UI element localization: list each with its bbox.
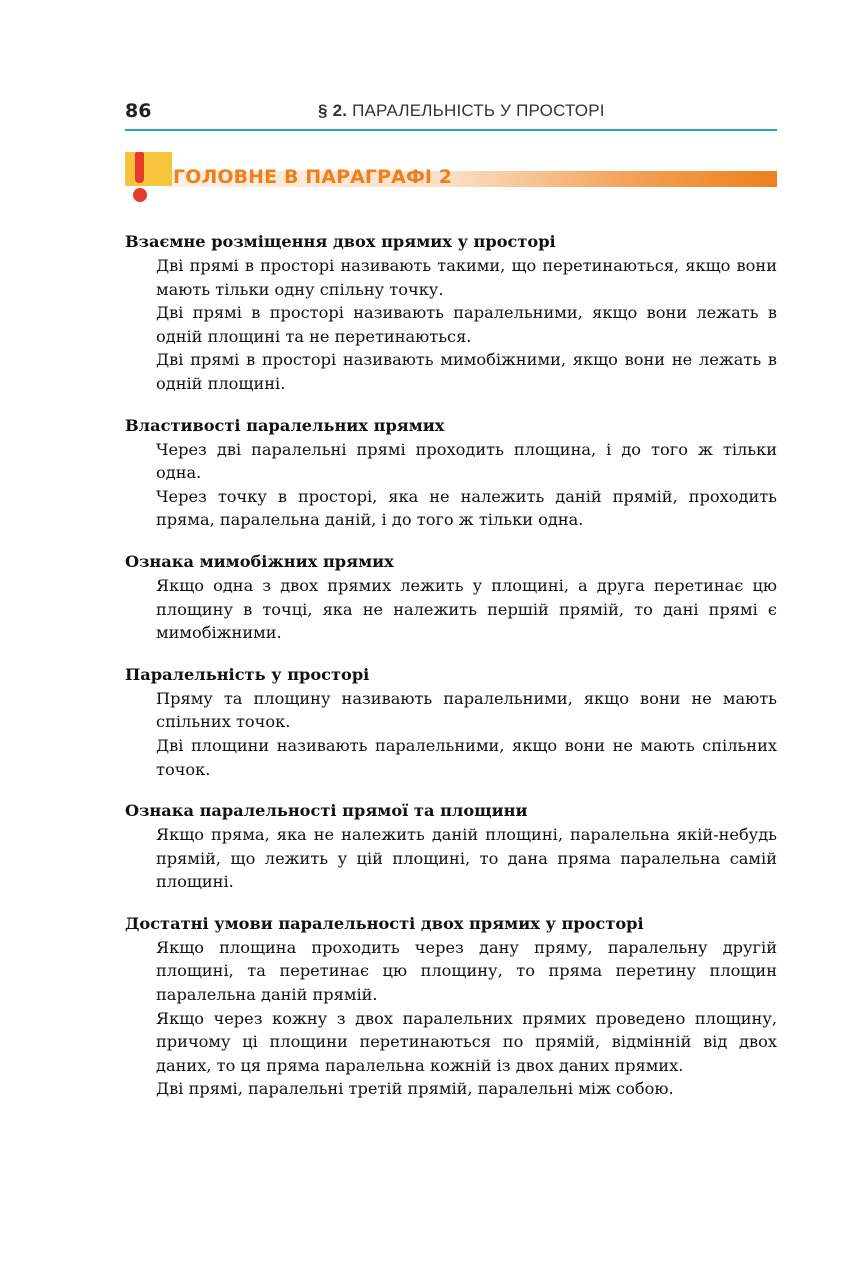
section-number: § 2. (318, 101, 348, 120)
paragraph: Дві прямі в просторі називають такими, що перетинаються, якщо вони мають тільки одну спільну точку. (156, 256, 777, 299)
exclamation-dot (133, 188, 147, 202)
page-number: 86 (125, 100, 152, 122)
section-sufficient-conditions (125, 912, 777, 1101)
section-title: ПАРАЛЕЛЬНІСТЬ У ПРОСТОРІ (352, 101, 605, 120)
paragraph: Через точку в просторі, яка не належить даній прямій, проходить пряма, паралельна даній, і до того ж тільки одна. (156, 486, 777, 530)
summary-banner (125, 152, 777, 204)
section-line-plane-criterion (125, 799, 777, 894)
paragraph: Якщо площина проходить через дану пряму, паралельну другій площині, та перетинає цю площину, то пряма перетину площин паралельна даній прямій. (156, 937, 777, 1005)
section-heading: Властивості паралельних прямих (125, 415, 445, 435)
section-heading: Ознака паралельності прямої та площини (125, 801, 528, 821)
section-parallelism-in-space (125, 663, 777, 781)
paragraph: Дві прямі в просторі називають мимобіжними, якщо вони не лежать в одній площині. (156, 350, 777, 393)
paragraph: Дві прямі в просторі називають паралельними, якщо вони лежать в одній площині та не перетинаються. (156, 303, 777, 346)
section-heading: Паралельність у просторі (125, 664, 370, 684)
header-rule (125, 129, 777, 131)
paragraph: Якщо через кожну з двох паралельних прямих проведено площину, причому ці площини перетинаються по прямій, відмінній від двох даних, то ця пряма паралельна кожній із двох даних прямих. (156, 1008, 777, 1075)
running-header (125, 100, 777, 128)
exclamation-stem (135, 152, 144, 183)
paragraph: Через дві паралельні прямі проходить площина, і до того ж тільки одна. (156, 439, 777, 483)
banner-title: ГОЛОВНЕ В ПАРАГРАФІ 2 (173, 166, 453, 188)
section-heading: Достатні умови паралельності двох прямих у просторі (125, 913, 644, 933)
section-parallel-properties (125, 414, 777, 532)
section-heading: Ознака мимобіжних прямих (125, 551, 394, 571)
section-skew-criterion (125, 550, 777, 645)
section-mutual-position (125, 230, 777, 396)
paragraph: Дві площини називають паралельними, якщо вони не мають спільних точок. (156, 735, 777, 779)
running-title (318, 101, 605, 121)
paragraph: Пряму та площину називають паралельними, якщо вони не мають спільних точок. (156, 688, 777, 732)
paragraph: Якщо одна з двох прямих лежить у площині, а друга перетинає цю площину в точці, яка не належить першій прямій, то дані прямі є мимобіжними. (156, 575, 777, 643)
paragraph: Якщо пряма, яка не належить даній площині, паралельна якій-небудь прямій, що лежить у цій площині, то дана пряма паралельна самій площині. (156, 825, 777, 892)
summary-content (125, 230, 777, 1101)
paragraph: Дві прямі, паралельні третій прямій, паралельні між собою. (156, 1079, 674, 1099)
banner-yellow-block (125, 152, 172, 186)
section-heading: Взаємне розміщення двох прямих у просторі (125, 232, 556, 251)
